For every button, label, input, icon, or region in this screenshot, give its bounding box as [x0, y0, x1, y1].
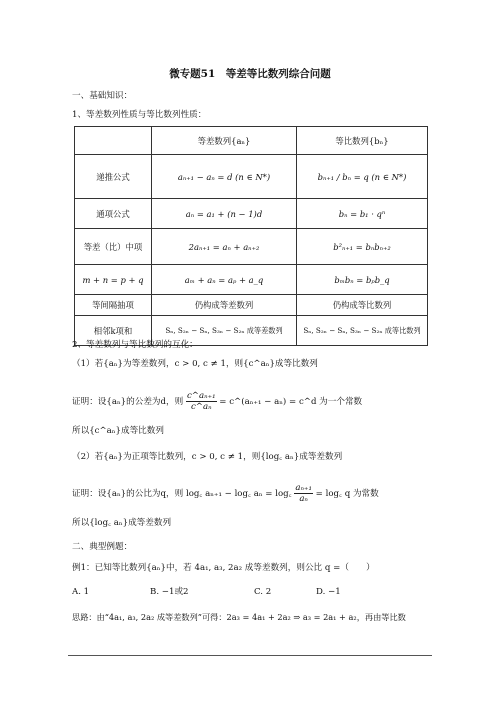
conclusion-2: 所以{log꜀ aₙ}成等差数列	[72, 518, 172, 528]
geometric-subsequence: 仍构成等比数列	[297, 295, 428, 316]
proof-2-lead: 证明：设{aₙ}的公比为q，则 log꜀ aₙ₊₁ − log꜀ aₙ = log꜀	[72, 489, 292, 499]
arithmetic-recurrence: aₙ₊₁ − aₙ = d (n ∈ N*)	[152, 155, 297, 199]
page-title: 微专题51 等差等比数列综合问题	[169, 68, 331, 80]
solution-idea: 思路：由“4a₁, a₃, 2a₂ 成等差数列”可得：2a₃ = 4a₁ + 2a₂ ⇒ a₃ = 2a₁ + a₂，再由等比数	[72, 612, 406, 622]
geometric-recurrence: bₙ₊₁ / bₙ = q (n ∈ N*)	[297, 155, 428, 199]
header-arithmetic: 等差数列{aₙ}	[152, 127, 297, 155]
arithmetic-subsequence: 仍构成等差数列	[152, 295, 297, 316]
proof-1	[72, 391, 362, 412]
proof-1-lead: 证明：设{aₙ}的公差为d，则	[72, 397, 184, 407]
fraction-numerator: aₙ₊₁	[295, 483, 312, 493]
geometric-index-property: bₘbₙ = bₚb_q	[297, 265, 428, 295]
fraction-denominator: aₙ	[299, 494, 308, 504]
table-header-row	[75, 127, 428, 155]
section-examples-heading: 二、典型例题：	[72, 542, 133, 552]
example-1-question: 例1：已知等比数列{aₙ}中，若 4a₁, a₃, 2a₂ 成等差数列，则公比 q =（ ）	[72, 563, 375, 573]
properties-table	[74, 126, 428, 346]
conclusion-1: 所以{c^aₙ}成等比数列	[72, 426, 164, 436]
subsection-properties-heading: 1、等差数列性质与等比数列性质：	[72, 110, 207, 120]
row-label: 相邻k项和	[75, 316, 152, 346]
proof-2-fraction	[294, 483, 313, 504]
subsection-conversion-heading: 2、等差数列与等比数列的互化：	[72, 340, 198, 350]
row-label: 等间隔抽项	[75, 295, 152, 316]
geometric-middle-term: b²ₙ₊₁ = bₙbₙ₊₂	[297, 229, 428, 265]
row-label: 递推公式	[75, 155, 152, 199]
arithmetic-index-property: aₘ + aₙ = aₚ + a_q	[152, 265, 297, 295]
row-label: 通项公式	[75, 199, 152, 229]
header-geometric: 等比数列{bₙ}	[297, 127, 428, 155]
proposition-2: （2）若{aₙ}为正项等比数列，c > 0, c ≠ 1，则{log꜀ aₙ}成等差数列	[72, 452, 343, 462]
option-d: D. −1	[316, 587, 341, 597]
option-c: C. 2	[254, 587, 272, 597]
proof-2	[72, 483, 379, 504]
option-b: B. −1或2	[150, 587, 189, 597]
footer-divider	[68, 655, 432, 656]
geometric-partial-sums: Sₙ, S₂ₙ − Sₙ, S₃ₙ − S₂ₙ 成等比数列	[297, 316, 428, 346]
proof-2-tail: = log꜀ q 为常数	[315, 489, 379, 499]
row-label: 等差（比）中项	[75, 229, 152, 265]
geometric-general-term: bₙ = b₁ · qⁿ	[297, 199, 428, 229]
header-empty-cell	[75, 127, 152, 155]
option-a: A. 1	[72, 587, 90, 597]
section-basics-heading: 一、基础知识：	[72, 91, 133, 101]
arithmetic-middle-term: 2aₙ₊₁ = aₙ + aₙ₊₂	[152, 229, 297, 265]
proposition-1: （1）若{aₙ}为等差数列，c > 0, c ≠ 1，则{c^aₙ}成等比数列	[72, 359, 318, 369]
table-row	[75, 265, 428, 295]
fraction-numerator: c^aₙ₊₁	[186, 391, 216, 401]
proof-1-fraction	[186, 391, 217, 412]
table-row	[75, 155, 428, 199]
arithmetic-partial-sums: Sₙ, S₂ₙ − Sₙ, S₃ₙ − S₂ₙ 成等差数列	[152, 316, 297, 346]
table-row	[75, 199, 428, 229]
fraction-denominator: c^aₙ	[190, 402, 212, 412]
arithmetic-general-term: aₙ = a₁ + (n − 1)d	[152, 199, 297, 229]
row-label: m + n = p + q	[75, 265, 152, 295]
table-row	[75, 229, 428, 265]
table-row	[75, 295, 428, 316]
proof-1-tail: = c^(aₙ₊₁ − aₙ) = c^d 为一个常数	[219, 397, 363, 407]
